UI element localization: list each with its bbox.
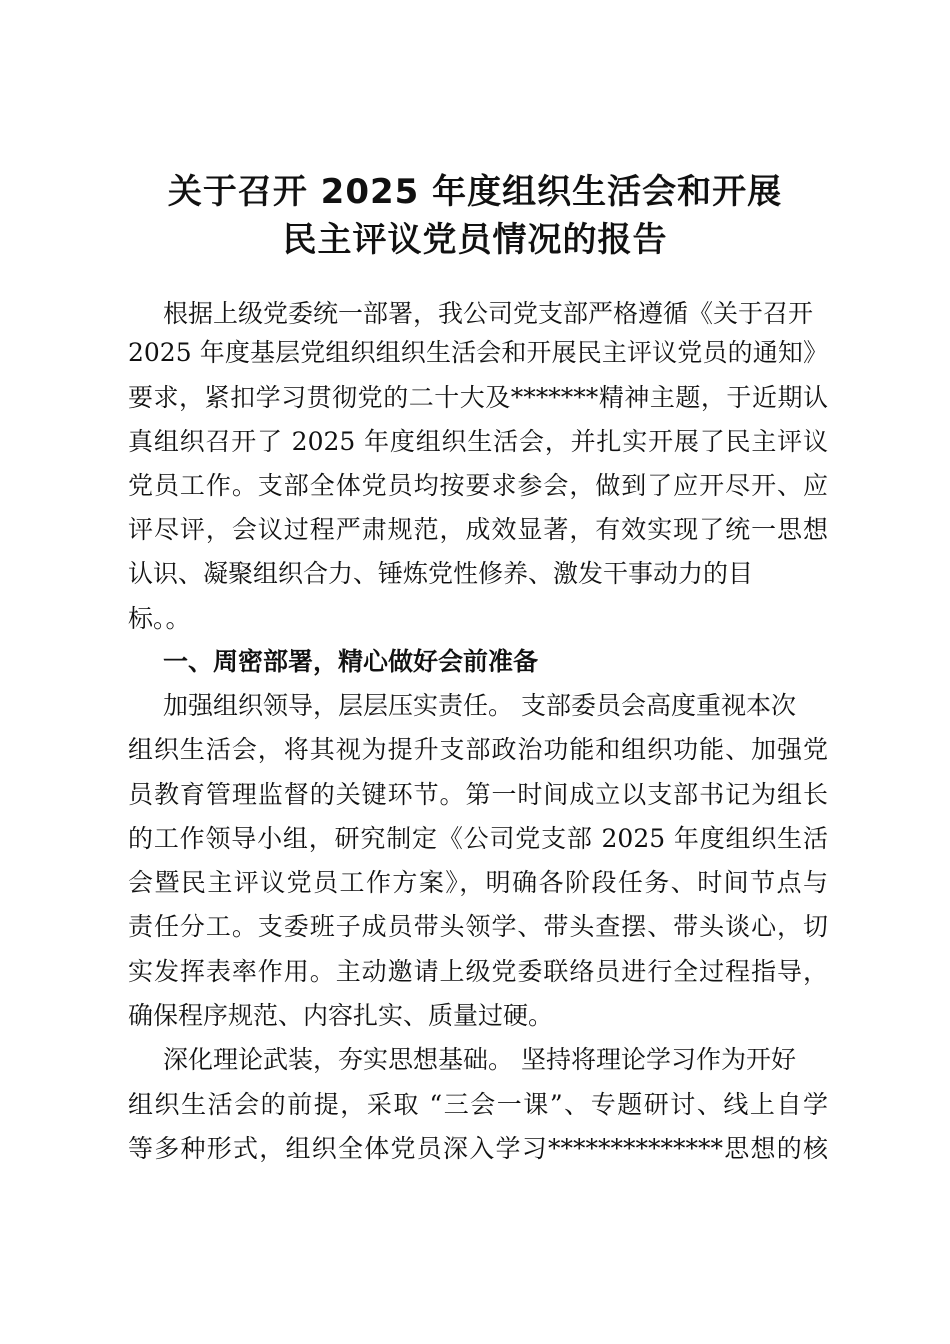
paragraph-2-line-7: 实发挥表率作用。主动邀请上级党委联络员进行全过程指导，	[128, 957, 828, 986]
paragraph-1-line-1: 根据上级党委统一部署，我公司党支部严格遵循《关于召开	[163, 299, 814, 328]
paragraph-1-line-6: 评尽评，会议过程严肃规范，成效显著，有效实现了统一思想	[128, 515, 828, 544]
document-title-line-2: 民主评议党员情况的报告	[282, 220, 668, 260]
paragraph-2-line-1: 加强组织领导，层层压实责任。 支部委员会高度重视本次	[163, 691, 796, 720]
paragraph-2-line-5: 会暨民主评议党员工作方案》，明确各阶段任务、时间节点与	[128, 868, 828, 897]
paragraph-3-line-3: 等多种形式，组织全体党员深入学习**************思想的核	[128, 1134, 828, 1163]
paragraph-3-line-1: 深化理论武装，夯实思想基础。 坚持将理论学习作为开好	[163, 1045, 796, 1074]
paragraph-1-line-4: 真组织召开了 2025 年度组织生活会，并扎实开展了民主评议	[128, 427, 828, 456]
paragraph-2-line-3: 员教育管理监督的关键环节。第一时间成立以支部书记为组长	[128, 780, 828, 809]
paragraph-2-line-8: 确保程序规范、内容扎实、质量过硬。	[128, 1001, 554, 1030]
paragraph-1-line-5: 党员工作。支部全体党员均按要求参会，做到了应开尽开、应	[128, 471, 828, 500]
document-title-line-1: 关于召开 2025 年度组织生活会和开展	[167, 172, 783, 212]
paragraph-3-line-2: 组织生活会的前提，采取 “三会一课”、专题研讨、线上自学	[128, 1090, 828, 1119]
paragraph-1-line-2: 2025 年度基层党组织组织生活会和开展民主评议党员的通知》	[128, 338, 828, 367]
paragraph-2-line-2: 组织生活会，将其视为提升支部政治功能和组织功能、加强党	[128, 735, 828, 764]
paragraph-1-line-7: 认识、凝聚组织合力、锤炼党性修养、激发干事动力的目	[128, 559, 754, 588]
section-heading-1: 一、周密部署，精心做好会前准备	[163, 647, 539, 676]
paragraph-1-line-8: 标。。	[128, 604, 191, 633]
paragraph-2-line-4: 的工作领导小组，研究制定《公司党支部 2025 年度组织生活	[128, 824, 828, 853]
paragraph-1-line-3: 要求，紧扣学习贯彻党的二十大及*******精神主题，于近期认	[128, 383, 828, 412]
paragraph-2-line-6: 责任分工。支委班子成员带头领学、带头查摆、带头谈心，切	[128, 912, 828, 941]
